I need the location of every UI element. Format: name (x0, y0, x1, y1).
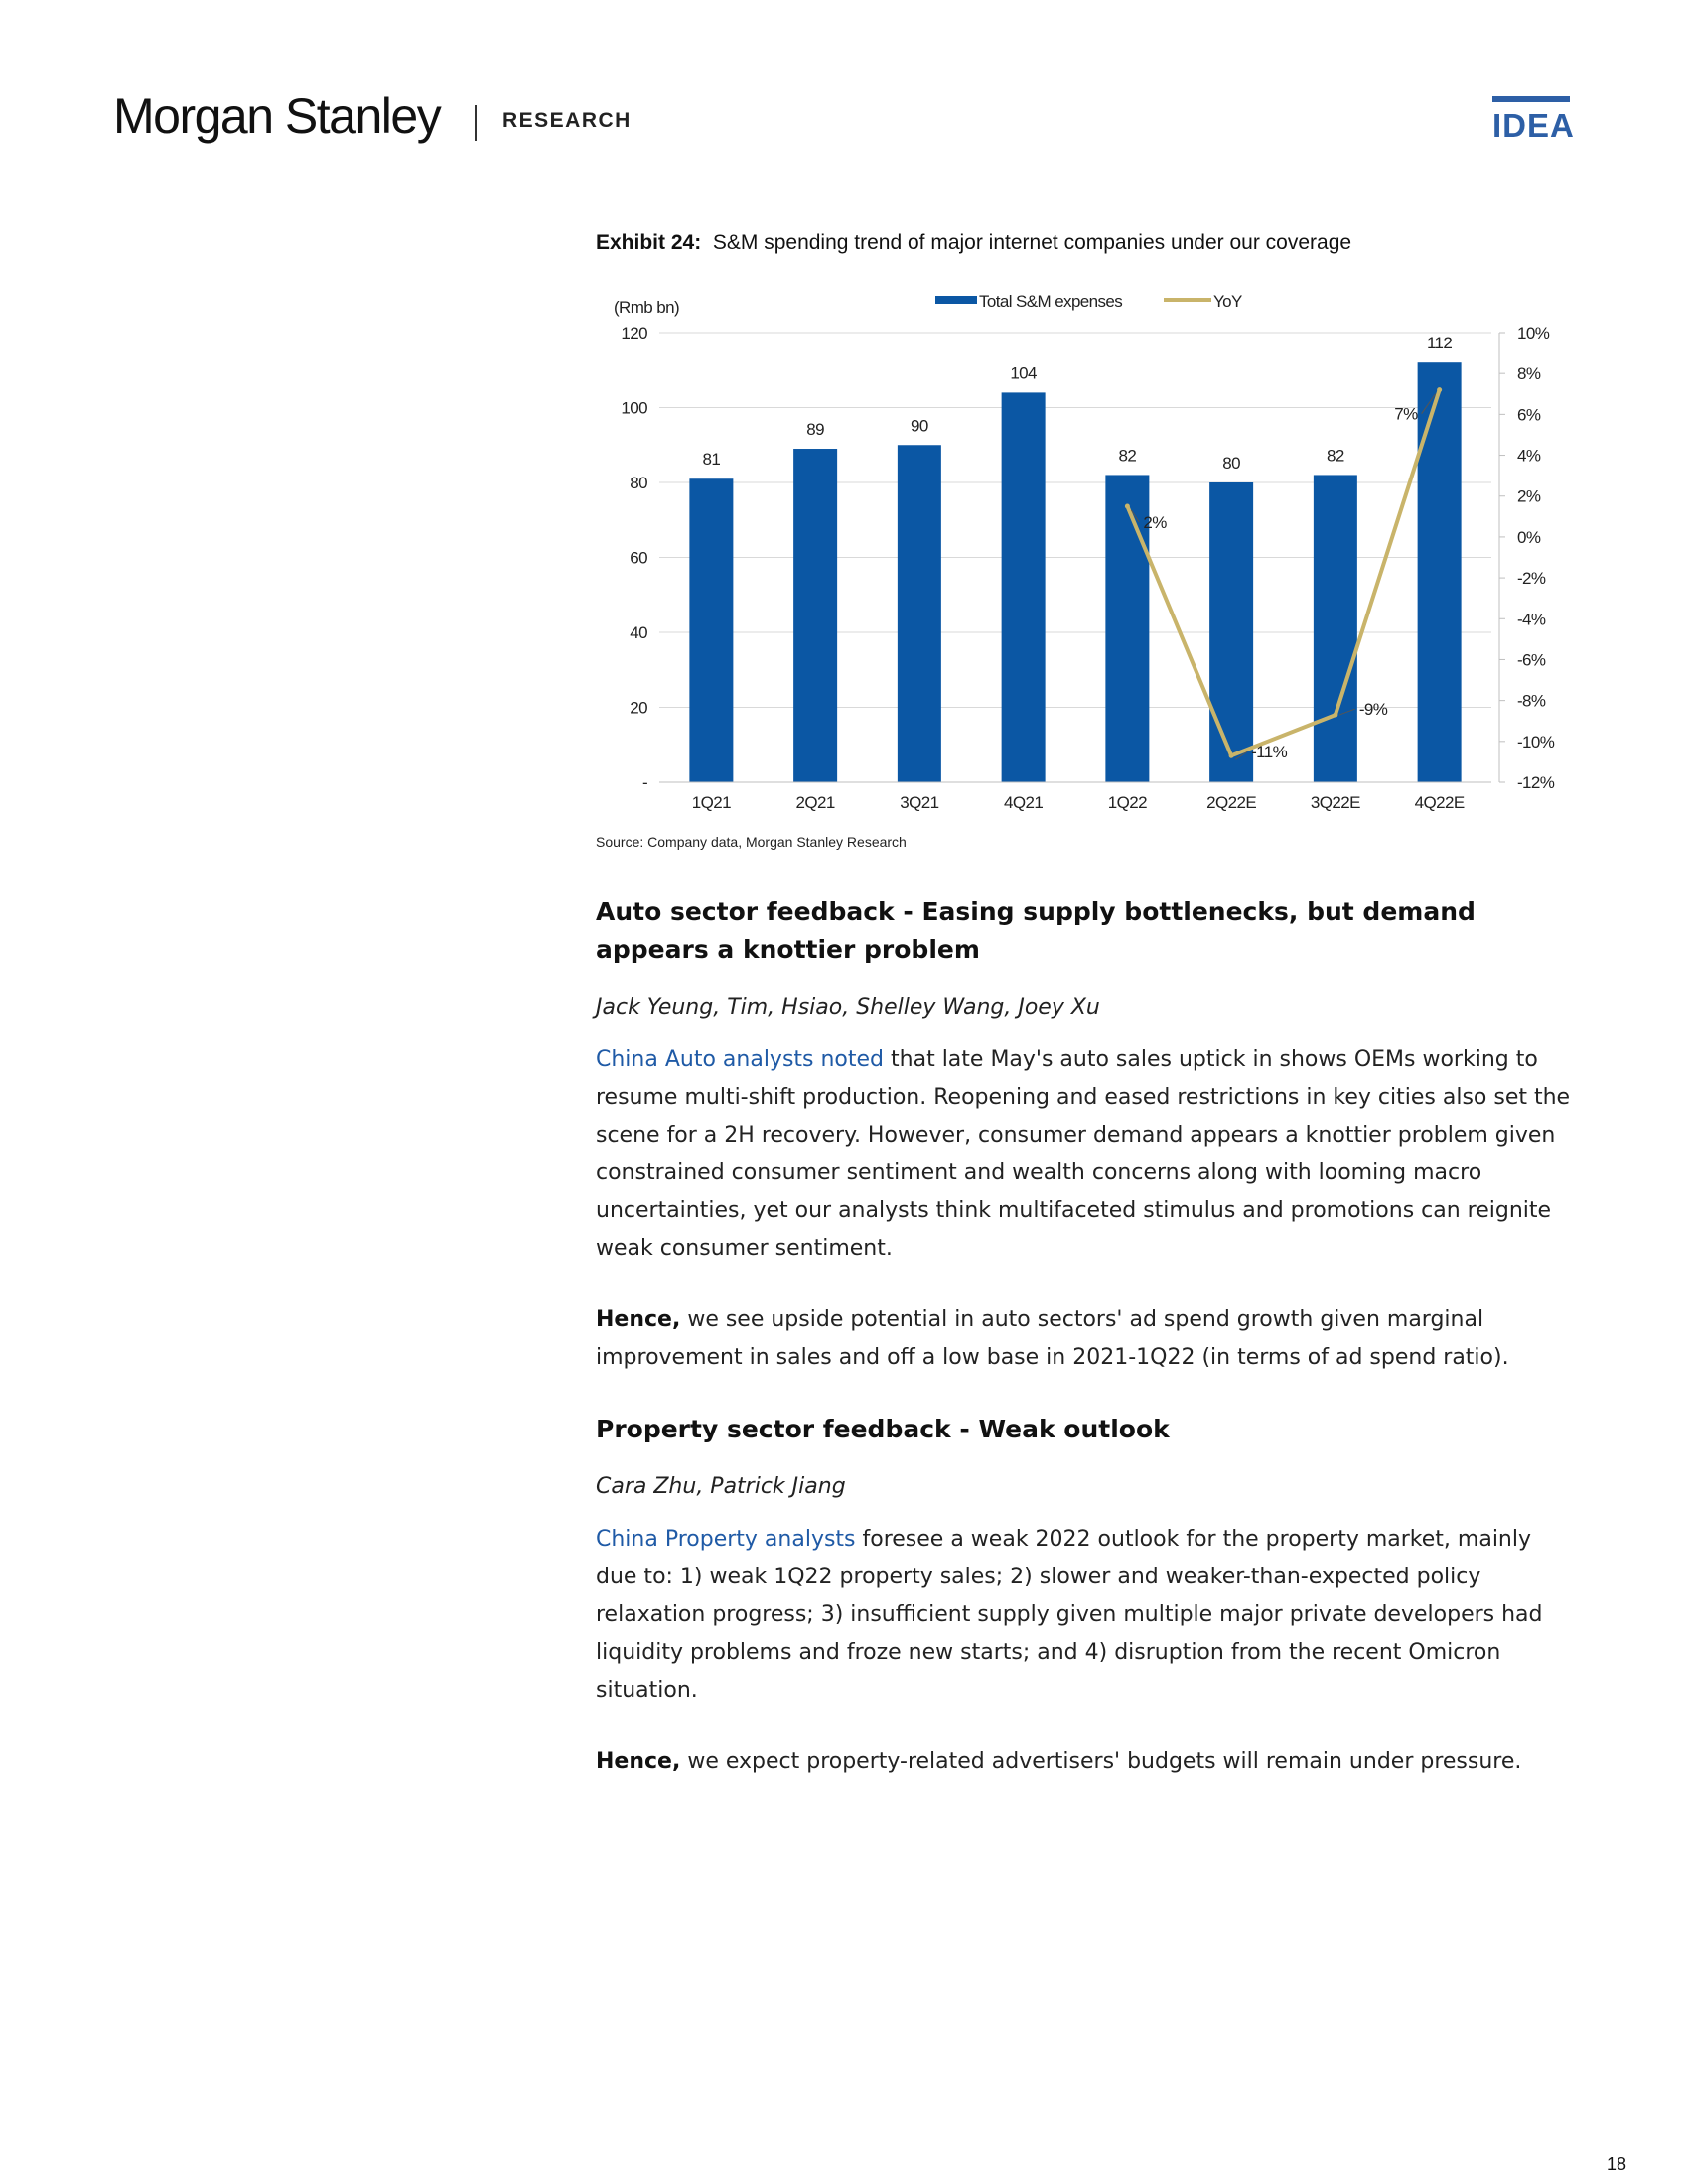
yoy-value-label: -9% (1358, 700, 1388, 720)
y-tick-label: - (641, 773, 647, 792)
yoy-value-label: 7% (1394, 404, 1418, 424)
y-axis-label: (Rmb bn) (614, 298, 680, 317)
header-divider (475, 105, 477, 141)
bar-2Q22E (1209, 482, 1253, 782)
y2-tick-label: 0% (1517, 527, 1541, 547)
exhibit-label: Exhibit 24: (596, 231, 702, 254)
yoy-line (1127, 390, 1439, 756)
y2-tick-label: -6% (1517, 650, 1546, 670)
exhibit-title (596, 231, 1351, 255)
auto-conclusion-text: we see upside potential in auto sectors' ad spend growth given marginal improvement in sales and off a low base in 2021-1Q22 (in terms of ad spend ratio). (596, 1307, 1509, 1370)
y2-tick-label: 8% (1517, 364, 1541, 384)
bar-2Q21 (793, 449, 837, 782)
bar-4Q22E (1418, 362, 1462, 782)
bar-value-label: 81 (702, 450, 721, 470)
bar-4Q21 (1002, 392, 1046, 782)
yoy-point (1125, 504, 1130, 509)
legend-swatch-bars (935, 296, 977, 304)
article-body (596, 893, 1579, 1781)
property-paragraph-text: foresee a weak 2022 outlook for the property market, mainly due to: 1) weak 1Q22 property sales; 2) slower and weaker-than-expected policy relaxation progress; 3) insufficient supply given multiple major private developers had liquidity problems and froze new starts; and 4) disruption from the recent Omicron situation. (596, 1527, 1543, 1703)
yoy-point (1437, 387, 1442, 392)
x-tick-label: 3Q21 (900, 793, 939, 812)
y2-tick-label: -4% (1517, 610, 1546, 629)
y2-tick-label: -8% (1517, 691, 1546, 711)
auto-conclusion-lead: Hence, (596, 1307, 681, 1332)
y2-tick-label: -12% (1517, 773, 1555, 792)
y2-tick-label: 2% (1517, 486, 1541, 506)
auto-paragraph-text: that late May's auto sales uptick in shows OEMs working to resume multi-shift production. Reopening and eased restrictions in key cities also set the scene for a 2H recovery. However, consumer demand appears a knottier problem given constrained consumer sentiment and wealth concerns along with looming macro uncertainties, yet our analysts think multifaceted stimulus and promotions can reignite weak consumer sentiment. (596, 1047, 1571, 1261)
auto-section-heading: Auto sector feedback - Easing supply bottlenecks, but demand appears a knottier problem (596, 897, 1476, 964)
bar-value-label: 82 (1327, 446, 1344, 466)
x-tick-label: 2Q22E (1206, 793, 1257, 812)
bar-value-label: 82 (1118, 446, 1137, 466)
y-tick-label: 80 (630, 474, 647, 492)
property-section-heading: Property sector feedback - Weak outlook (596, 1415, 1170, 1443)
legend-label-bars: Total S&M expenses (979, 292, 1123, 311)
bar-value-label: 104 (1010, 363, 1037, 383)
x-tick-label: 4Q21 (1004, 793, 1044, 812)
property-conclusion-lead: Hence, (596, 1749, 681, 1774)
auto-section-authors: Jack Yeung, Tim, Hsiao, Shelley Wang, Joey Xu (596, 995, 1100, 1020)
bar-value-label: 89 (806, 420, 824, 440)
x-tick-label: 1Q22 (1107, 793, 1147, 812)
yoy-value-label: -11% (1251, 743, 1288, 762)
property-section-authors: Cara Zhu, Patrick Jiang (596, 1474, 846, 1499)
property-conclusion-text: we expect property-related advertisers' budgets will remain under pressure. (680, 1749, 1522, 1774)
page-header (0, 0, 1688, 159)
yoy-point (1229, 753, 1234, 758)
y-tick-label: 100 (621, 398, 647, 418)
y-tick-label: 40 (630, 623, 647, 642)
legend-label-line: YoY (1213, 292, 1242, 311)
y2-tick-label: 10% (1517, 324, 1550, 342)
x-tick-label: 4Q22E (1414, 793, 1465, 812)
property-section-conclusion (596, 1743, 1579, 1781)
y-tick-label: 120 (621, 324, 647, 342)
page-number: 18 (1606, 2154, 1626, 2174)
bar-3Q21 (898, 445, 941, 782)
exhibit-caption: S&M spending trend of major internet companies under our coverage (712, 231, 1352, 254)
bar-value-label: 112 (1426, 334, 1453, 353)
bar-value-label: 90 (911, 416, 928, 436)
chart-source: Source: Company data, Morgan Stanley Research (596, 834, 907, 850)
y2-tick-label: 4% (1517, 446, 1541, 466)
china-property-link[interactable]: China Property analysts (596, 1527, 856, 1552)
y2-tick-label: -10% (1517, 732, 1555, 751)
yoy-point (1333, 713, 1337, 718)
bar-1Q21 (689, 478, 733, 782)
section-label: RESEARCH (502, 109, 632, 132)
china-auto-link[interactable]: China Auto analysts noted (596, 1047, 885, 1072)
auto-section-conclusion (596, 1301, 1579, 1377)
x-tick-label: 1Q21 (691, 793, 731, 812)
y-tick-label: 60 (630, 548, 647, 568)
bar-value-label: 80 (1222, 454, 1240, 473)
idea-accent-bar (1492, 96, 1570, 102)
property-section-paragraph (596, 1521, 1579, 1709)
sm-spending-chart (596, 283, 1589, 824)
x-tick-label: 3Q22E (1310, 793, 1360, 812)
bar-3Q22E (1314, 475, 1357, 782)
y2-tick-label: 6% (1517, 405, 1541, 425)
x-tick-label: 2Q21 (795, 793, 835, 812)
y2-tick-label: -2% (1517, 569, 1546, 589)
yoy-value-label: 2% (1143, 513, 1167, 533)
auto-section-paragraph (596, 1041, 1579, 1268)
y-tick-label: 20 (630, 698, 647, 718)
idea-badge: IDEA (1492, 107, 1575, 144)
brand-logo: Morgan Stanley (113, 88, 441, 144)
